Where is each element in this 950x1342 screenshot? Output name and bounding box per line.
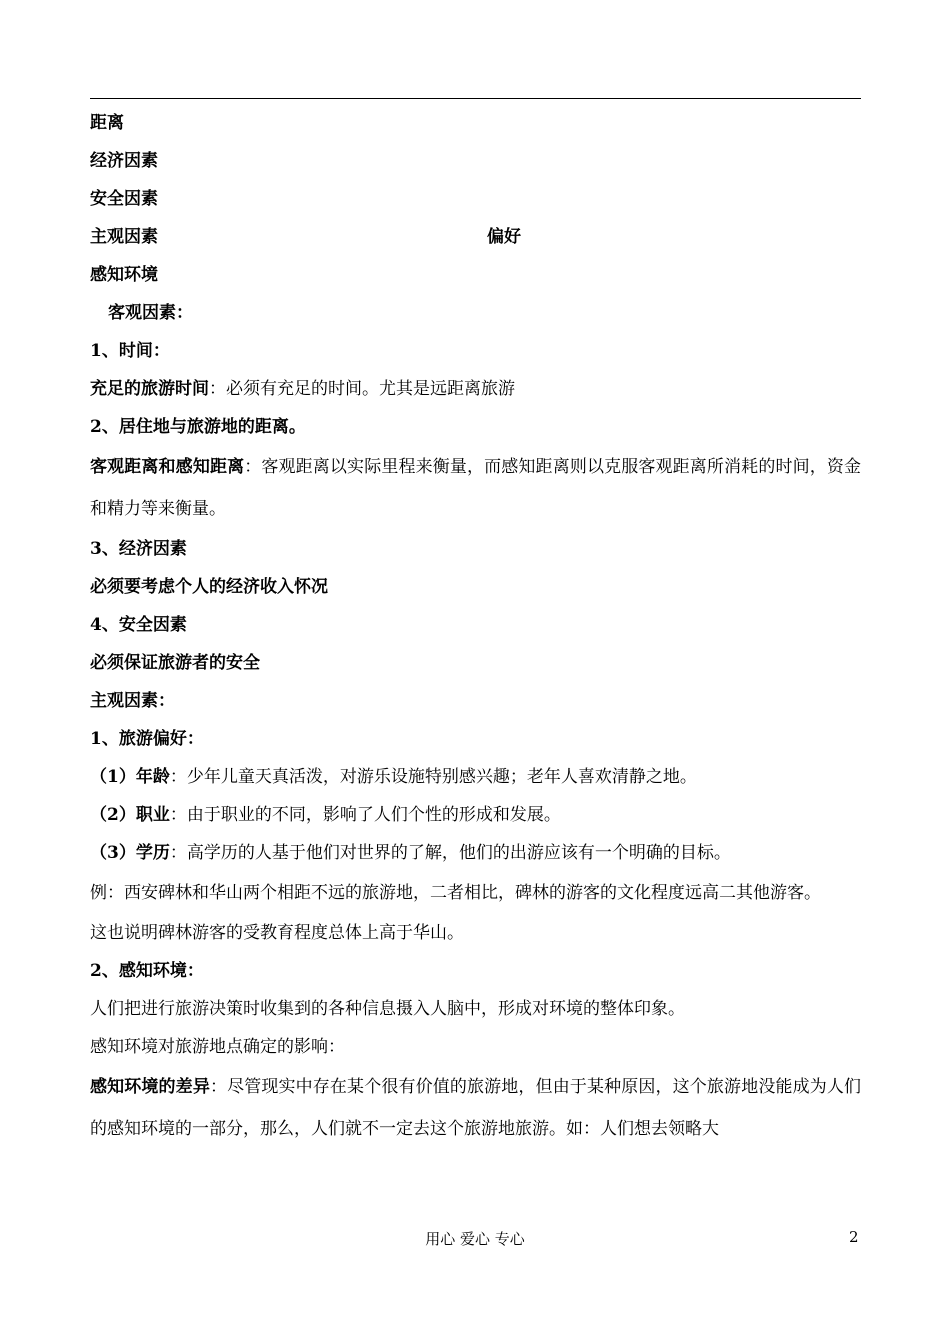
row-label: 经济因素 <box>90 151 158 171</box>
header-row-distance <box>90 104 861 142</box>
header-row-safety <box>90 180 861 218</box>
header-row-economy <box>90 142 861 180</box>
age-text: ：少年儿童天真活泼，对游乐设施特别感兴趣；老年人喜欢清静之地。 <box>169 767 697 787</box>
perception-influence: 感知环境对旅游地点确定的影响： <box>90 1037 345 1057</box>
example-paragraph: 例：西安碑林和华山两个相距不远的旅游地，二者相比，碑林的游客的文化程度远高二其他游客。 <box>90 883 821 903</box>
header-row-subjective <box>90 218 861 256</box>
difference-text: ：尽管现实中存在某个很有价值的旅游地，但由于某种原因，这个旅游地没能成为人们的感知环境的一部分，那么，人们就不一定去这个旅游地旅游。如：人们想去领略大 <box>90 1077 862 1139</box>
page-number: 2 <box>849 1228 859 1246</box>
row-label: 安全因素 <box>90 189 158 209</box>
education-text: ：高学历的人基于他们对世界的了解，他们的出游应该有一个明确的目标。 <box>169 843 731 863</box>
document-body <box>90 104 861 1150</box>
job-term: （2）职业 <box>90 805 170 825</box>
safety-text: 必须保证旅游者的安全 <box>90 653 260 673</box>
time-term: 充足的旅游时间 <box>90 379 209 399</box>
distance-paragraph <box>90 446 861 530</box>
distance-term: 客观距离和感知距离 <box>90 457 245 477</box>
distance-heading: 2、居住地与旅游地的距离。 <box>90 417 306 437</box>
distance-text: ：客观距离以实际里程来衡量，而感知距离则以克服客观距离所消耗的时间，资金和精力等来衡量。 <box>90 457 862 519</box>
economy-text: 必须要考虑个人的经济收入怀况 <box>90 577 328 597</box>
row-label: 感知环境 <box>90 265 158 285</box>
row-label-right: 偏好 <box>487 227 521 247</box>
time-heading: 1、时间： <box>90 341 170 361</box>
education-paragraph <box>90 834 861 872</box>
footer-motto: 用心 爱心 专心 <box>425 1230 525 1248</box>
row-label: 距离 <box>90 113 124 133</box>
row-label: 主观因素 <box>90 227 158 247</box>
age-term: （1）年龄 <box>90 767 170 787</box>
example-conclusion: 这也说明碑林游客的受教育程度总体上高于华山。 <box>90 923 464 943</box>
preference-heading: 1、旅游偏好： <box>90 729 204 749</box>
education-term: （3）学历 <box>90 843 170 863</box>
objective-heading: 客观因素： <box>108 303 193 323</box>
perception-difference-paragraph <box>90 1066 861 1150</box>
perception-definition: 人们把进行旅游决策时收集到的各种信息摄入人脑中，形成对环境的整体印象。 <box>90 999 685 1019</box>
perception-heading: 2、感知环境： <box>90 961 204 981</box>
safety-heading: 4、安全因素 <box>90 615 187 635</box>
job-paragraph <box>90 796 861 834</box>
job-text: ：由于职业的不同，影响了人们个性的形成和发展。 <box>169 805 561 825</box>
subjective-heading: 主观因素： <box>90 691 175 711</box>
economy-heading: 3、经济因素 <box>90 539 187 559</box>
header-rule <box>90 98 861 99</box>
time-text: ：必须有充足的时间。尤其是远距离旅游 <box>209 379 515 399</box>
difference-term: 感知环境的差异 <box>90 1077 210 1097</box>
header-row-perception <box>90 256 861 294</box>
time-paragraph <box>90 370 861 408</box>
age-paragraph <box>90 758 861 796</box>
